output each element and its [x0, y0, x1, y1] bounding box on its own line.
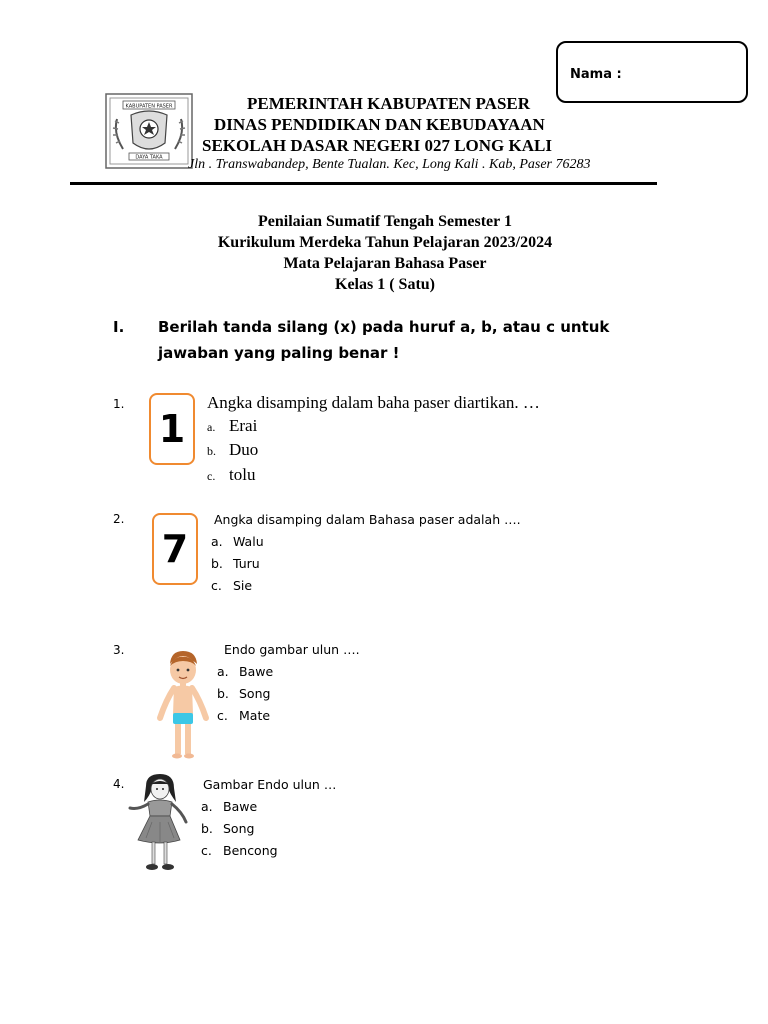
logo-bottom-text: DAYA TAKA — [135, 154, 163, 161]
logo-top-text: KABUPATEN PASER — [125, 103, 173, 110]
girl-illustration — [124, 772, 192, 874]
option-text: Bawe — [223, 799, 258, 814]
section-number: I. — [113, 318, 125, 336]
header-line-1: PEMERINTAH KABUPATEN PASER — [247, 94, 531, 113]
option-text: tolu — [229, 465, 256, 484]
question-4-option-c[interactable] — [201, 843, 278, 858]
question-2-number: 2. — [113, 512, 125, 526]
question-1-text: Angka disamping dalam baha paser diartikan. … — [207, 393, 540, 412]
exam-title-line-3: Mata Pelajaran Bahasa Paser — [283, 255, 487, 272]
question-1-option-b[interactable] — [207, 440, 258, 460]
question-4-number: 4. — [113, 777, 125, 791]
option-letter: b. — [211, 556, 223, 571]
exam-title-line-1: Penilaian Sumatif Tengah Semester 1 — [258, 213, 512, 230]
option-letter: b. — [201, 821, 213, 836]
section-instruction: Berilah tanda silang (x) pada huruf a, b, atau c untuk jawaban yang paling benar ! — [158, 318, 610, 362]
question-3-option-a[interactable] — [217, 664, 273, 679]
number-card-7: 7 — [152, 513, 198, 585]
option-text: Walu — [233, 534, 264, 549]
name-box[interactable] — [556, 41, 748, 103]
option-text: Bencong — [223, 843, 278, 858]
question-3-number: 3. — [113, 643, 125, 657]
question-4-text: Gambar Endo ulun … — [203, 777, 337, 792]
option-text: Song — [239, 686, 271, 701]
question-2-option-b[interactable] — [211, 556, 260, 571]
option-letter: b. — [217, 686, 229, 701]
exam-title-line-2: Kurikulum Merdeka Tahun Pelajaran 2023/2024 — [217, 234, 553, 251]
header-divider — [70, 182, 657, 185]
question-3-text: Endo gambar ulun …. — [224, 642, 360, 657]
question-3-option-c[interactable] — [217, 708, 270, 723]
option-text: Turu — [233, 556, 260, 571]
number-card-1: 1 — [149, 393, 195, 465]
option-letter: a. — [217, 664, 229, 679]
question-3-option-b[interactable] — [217, 686, 270, 701]
question-2-option-a[interactable] — [211, 534, 264, 549]
header-line-2: DINAS PENDIDIKAN DAN KEBUDAYAAN — [214, 115, 545, 134]
option-text: Song — [223, 821, 255, 836]
option-letter: a. — [207, 420, 216, 434]
boy-illustration — [152, 648, 214, 760]
question-1-number: 1. — [113, 397, 125, 411]
exam-title-line-4: Kelas 1 ( Satu) — [335, 276, 435, 293]
option-letter: b. — [207, 444, 216, 458]
option-letter: a. — [201, 799, 213, 814]
option-letter: a. — [211, 534, 223, 549]
option-text: Erai — [229, 416, 258, 435]
name-label: Nama : — [570, 67, 622, 82]
option-letter: c. — [207, 469, 216, 483]
question-2-option-c[interactable] — [211, 578, 252, 593]
option-text: Sie — [233, 578, 253, 593]
question-2-text: Angka disamping dalam Bahasa paser adalah …. — [214, 512, 521, 527]
option-text: Bawe — [239, 664, 274, 679]
option-letter: c. — [201, 843, 212, 858]
question-4-option-b[interactable] — [201, 821, 254, 836]
question-1-option-c[interactable] — [207, 465, 255, 485]
question-4-option-a[interactable] — [201, 799, 257, 814]
header-line-3: SEKOLAH DASAR NEGERI 027 LONG KALI — [202, 136, 552, 155]
option-text: Duo — [229, 440, 259, 459]
header-address: Jln . Transwabandep, Bente Tualan. Kec, Long Kali . Kab, Paser 76283 — [188, 157, 591, 172]
option-letter: c. — [211, 578, 222, 593]
school-logo — [105, 93, 193, 169]
question-1-option-a[interactable] — [207, 416, 257, 436]
option-text: Mate — [239, 708, 271, 723]
option-letter: c. — [217, 708, 228, 723]
